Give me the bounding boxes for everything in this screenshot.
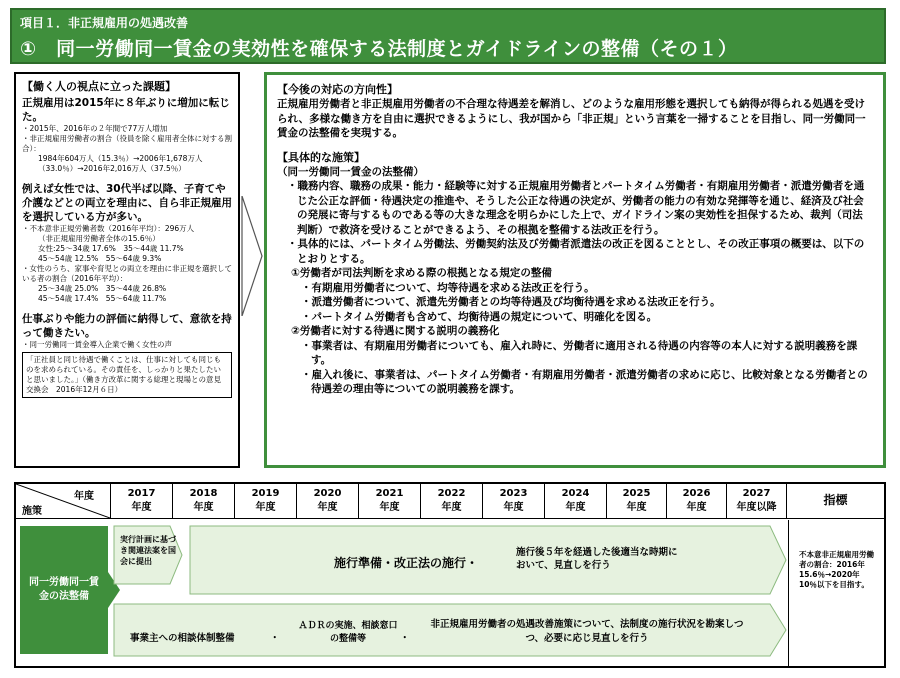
quote-box: 「正社員と同じ待遇で働くことは、仕事に対しても同じものを求められている。その責任を、しっかりと果たしたいと思いました。」（働き方改革に関する総理と現場との意見交換会 2016年12月６日） (22, 352, 232, 398)
year-col-2018: 2018 年度 (173, 484, 235, 518)
issues-heading: 【働く人の視点に立った課題】 (22, 80, 176, 93)
policy-label: 同一労働同一賃金の法整備 (20, 526, 108, 654)
issue-2-note: （非正規雇用労働者全体の15.6％） (38, 234, 160, 243)
issue-2-note: ・不本意非正規労働者数（2016年平均）：296万人 (22, 224, 195, 233)
adr-text: ＡＤＲの実施、相談窓口の整備等 (298, 621, 398, 644)
year-col-2027: 2027 年度以降 (727, 484, 787, 518)
metric-header: 指標 (823, 493, 848, 507)
revision-text: 非正規雇用労働者の処遇改善施策について、法制度の施行状況を勘案しつつ、必要に応じ見直しを行う (430, 619, 744, 644)
measure-item: ・派遣労働者について、派遣先労働者との均等待遇及び均衡待遇を求める法改正を行う。 (301, 296, 721, 308)
submit-bill-text: 実行計画に基づき関連法案を国会に提出 (120, 535, 176, 566)
right-arrow-icon (240, 196, 264, 316)
corner-year-label: 年度 (74, 491, 94, 502)
issue-2-note: 45～54歳 12.5% 55～64歳 9.3% (38, 254, 162, 263)
year-col-2024: 2024 年度 (545, 484, 607, 518)
corner-policy-label: 施策 (22, 506, 42, 517)
issue-2: 例えば女性では、30代半ば以降、子育てや介護などとの両立を理由に、自ら非正規雇用を選択している方が多い。 (22, 183, 232, 223)
measure-bullet: ・職務内容、職務の成果・能力・経験等に対する正規雇用労働者とパートタイム労働者・有期雇用労働者・派遣労働者を通じた公正な評価・待遇決定の推進や、そうした公正な待遇の決定が、労働者の能力の有効な発揮等を通じ、経済及び社会の発展に寄与するものである等の大きな理念を明らかにした上で、ガイドライン案の実効性を担保するため、裁判（司法判断）で救済を受けることができるよう、その根拠を整備する法改正を行う。 (287, 180, 865, 236)
issue-3: 仕事ぶりや能力の評価に納得して、意欲を持って働きたい。 (22, 313, 232, 339)
issue-3-note: ・同一労働同一賃金導入企業で働く女性の声 (22, 340, 172, 349)
measures-box (264, 72, 886, 468)
direction-heading: 【今後の対応の方向性】 (277, 83, 398, 96)
year-col-2017: 2017 年度 (111, 484, 173, 518)
issue-1-note: ・非正規雇用労働者の割合（役員を除く雇用者全体に対する割合）： (22, 134, 232, 153)
issue-2-note: 45～54歳 17.4% 55～64歳 11.7% (38, 294, 167, 303)
header-banner (10, 8, 886, 64)
measure-bullet: ・具体的には、パートタイム労働法、労働契約法及び労働者派遣法の改正を図ることとし、その改正事項の概要は、以下のとおりとする。 (287, 238, 865, 265)
year-col-2026: 2026 年度 (667, 484, 727, 518)
year-col-2022: 2022 年度 (421, 484, 483, 518)
implementation-text: 施行準備・改正法の施行・ (334, 556, 479, 570)
measure-item: ・有期雇用労働者について、均等待遇を求める法改正を行う。 (301, 281, 595, 294)
measures-heading: 【具体的な施策】 (277, 150, 365, 164)
measure-section-1: ①労働者が司法判断を求める際の根拠となる規定の整備 (291, 267, 552, 279)
measure-item: ・雇入れ後に、事業者は、パートタイム労働者・有期雇用労働者・派遣労働者の求めに応じ、比較対象となる労働者との待遇差の理由等についての説明義務を課す。 (301, 368, 868, 395)
implementation-arrow (190, 526, 786, 594)
direction-text: 正規雇用労働者と非正規雇用労働者の不合理な待遇差を解消し、どのような雇用形態を選択しても納得が得られる処遇を受けられ、多様な働き方を自由に選択できるようにし、我が国から「非正規」という言葉を一掃することを目指し、同一労働同一賃金の法整備を実現する。 (277, 98, 866, 139)
issue-2-note: 25～34歳 25.0% 35～44歳 26.8% (38, 284, 167, 293)
header-subtitle: 項目１．非正規雇用の処遇改善 (20, 16, 189, 30)
measure-section-2: ②労働者に対する待遇に関する説明の義務化 (291, 325, 500, 337)
bullet-dot: ・ (400, 633, 410, 644)
measure-item: ・事業者は、有期雇用労働者についても、雇入れ時に、労働者に適用される待遇の内容等の本人に対する説明義務を課す。 (301, 339, 858, 366)
measures-subheading: （同一労働同一賃金の法整備） (277, 165, 424, 178)
year-col-2025: 2025 年度 (607, 484, 667, 518)
issue-2-note: 女性:25～34歳 17.6% 35～44歳 11.7% (38, 244, 184, 253)
issue-2-note: ・女性のうち、家事や育児との両立を理由に非正規を選択している者の割合（2016年平均）： (22, 264, 232, 283)
metric-text: 不本意非正規雇用労働者の割合：2016年 15.6％→2020年 10％以下を目指す。 (788, 520, 884, 666)
issue-1-note: 1984年604万人（15.3％）→2006年1,678万人（33.0％）→2016年2,016万人（37.5％） (38, 154, 203, 173)
bullet-dot: ・ (270, 633, 280, 644)
measure-item: ・パートタイム労働者も含めて、均衡待遇の規定について、明確化を図る。 (301, 310, 658, 323)
review-text: 施行後５年を経過した後適当な時期において、見直しを行う (516, 547, 678, 571)
schedule-table (14, 482, 886, 668)
consultation-text: 事業主への相談体制整備 (130, 633, 235, 644)
year-col-2023: 2023 年度 (483, 484, 545, 518)
year-col-2019: 2019 年度 (235, 484, 297, 518)
year-col-2021: 2021 年度 (359, 484, 421, 518)
issues-box (14, 72, 240, 468)
issue-1-note: ・2015年、2016年の２年間で77万人増加 (22, 124, 168, 133)
header-title: ① 同一労働同一賃金の実効性を確保する法制度とガイドラインの整備（その１） (20, 38, 738, 60)
issue-1: 正規雇用は2015年に８年ぶりに増加に転じた。 (22, 97, 230, 123)
year-col-2020: 2020 年度 (297, 484, 359, 518)
